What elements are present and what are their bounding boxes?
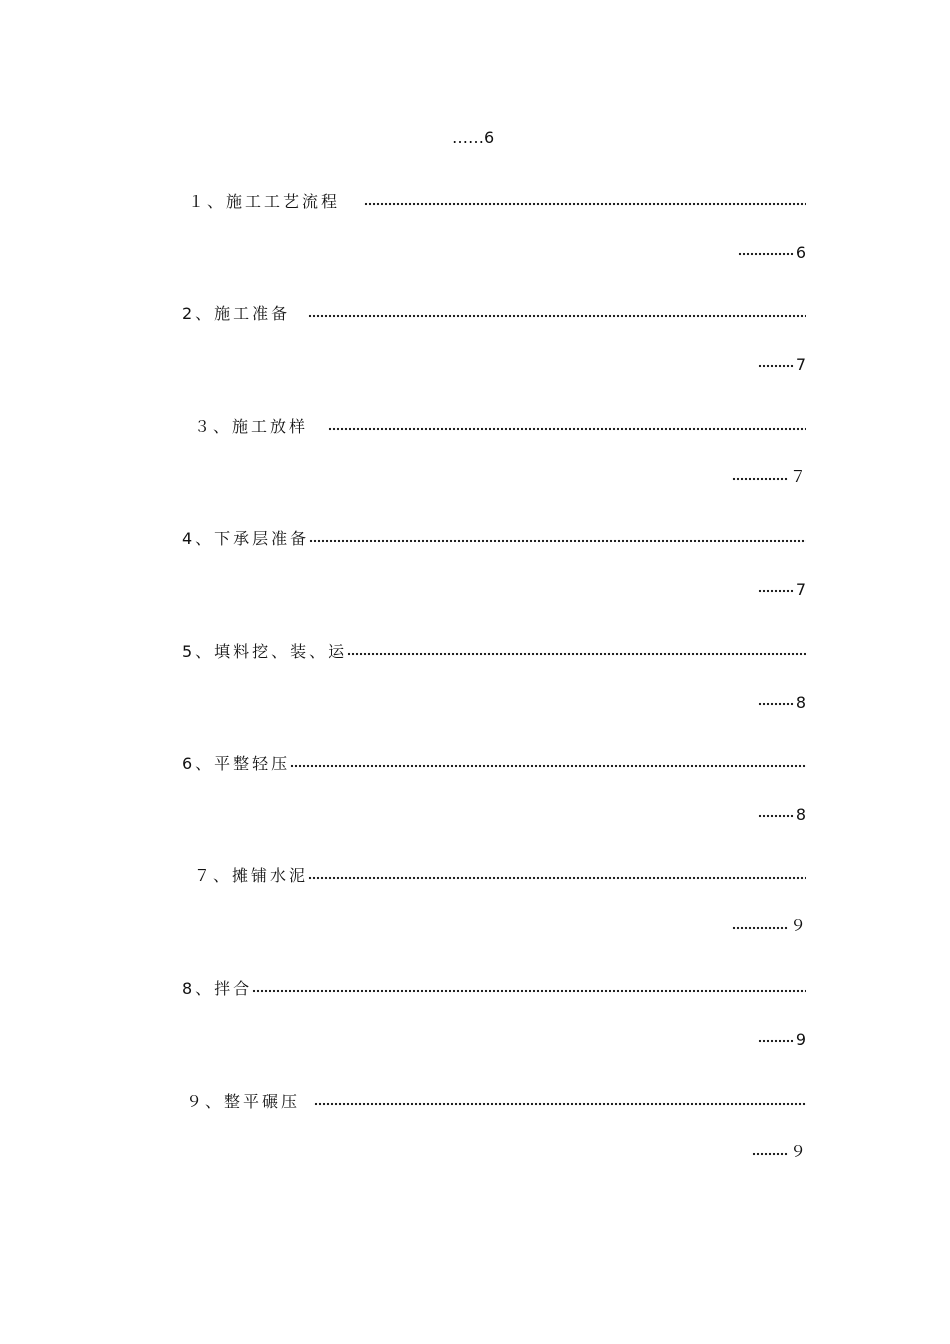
toc-entry-page-number: 8 [795,805,806,824]
toc-entry-page [758,575,806,599]
dot-leader [347,651,806,657]
dot-leader [290,763,806,769]
toc-entry-label: 2、施工准备 [182,304,291,323]
dot-leader [752,1151,788,1157]
toc-entry-label: 5、填料挖、装、运 [182,642,348,661]
toc-entry-label: 6、平整轻压 [182,754,291,773]
toc-entry [182,413,806,437]
toc-entry [182,1088,806,1112]
dot-leader [252,988,806,994]
toc-entry-page-number: ９ [789,1142,806,1161]
toc-entry-page [738,238,806,262]
toc-entry-page [732,463,806,487]
toc-entry-page [758,1025,806,1049]
toc-entry-page-number: 9 [795,1030,806,1049]
toc-entry [182,300,806,324]
dot-leader [758,588,794,594]
toc-entry [182,525,806,549]
toc-entry-label: 4、下承层准备 [182,529,310,548]
dot-leader [732,925,788,931]
toc-entry-label: 8、拌合 [182,979,253,998]
toc-entry-label: ９、整平碾压 [186,1092,301,1111]
dot-leader [732,476,788,482]
toc-entry-page-number: ９ [789,916,806,935]
dot-leader [308,875,806,881]
toc-entry-label: ７、摊铺水泥 [194,866,309,885]
dot-leader [738,251,794,257]
dot-leader [364,201,806,207]
dot-leader [758,363,794,369]
toc-entry-page-number: 7 [795,580,806,599]
dot-leader [328,426,806,432]
dot-leader [314,1101,806,1107]
toc-entry [182,862,806,886]
dot-leader [308,313,806,319]
dot-leader [309,538,806,544]
toc-entry [182,188,806,212]
continued-page-number: ……6 [452,128,495,147]
dot-leader [758,1038,794,1044]
toc-entry-page-number: 8 [795,693,806,712]
toc-entry [182,975,806,999]
toc-entry [182,638,806,662]
toc-entry-page [758,800,806,824]
toc-entry-page-number: ７ [789,467,806,486]
dot-leader [758,701,794,707]
dot-leader [758,813,794,819]
toc-entry-page [758,350,806,374]
toc-entry-label: ３、施工放样 [194,417,309,436]
toc-entry-page [732,912,806,936]
toc-entry-label: １、施工工艺流程 [188,192,341,211]
toc-entry-page [752,1138,806,1162]
toc-entry-page-number: 6 [795,243,806,262]
toc-entry-page [758,688,806,712]
toc-entry-page-number: 7 [795,355,806,374]
toc-entry [182,750,806,774]
